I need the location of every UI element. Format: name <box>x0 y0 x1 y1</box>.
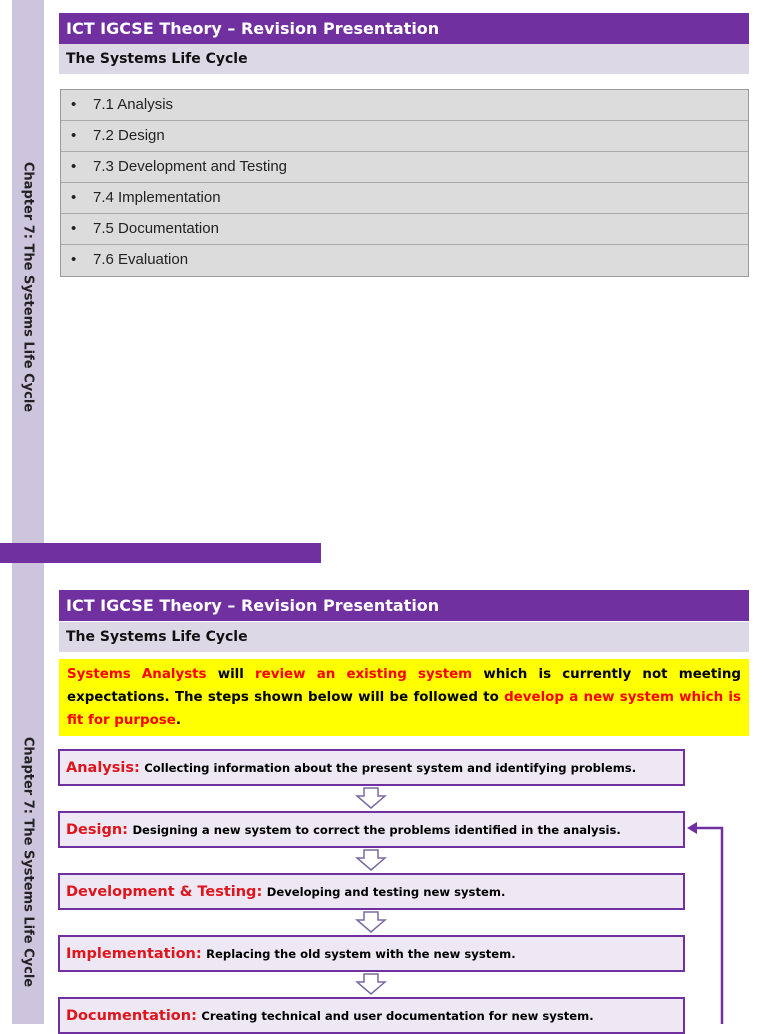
step-name: Design: <box>66 822 128 838</box>
list-item[interactable] <box>61 90 748 121</box>
bullet-icon: • <box>71 158 77 175</box>
slide-subtitle: The Systems Life Cycle <box>59 622 749 652</box>
chapter-label: Chapter 7: The Systems Life Cycle <box>20 736 36 988</box>
slide-title: ICT IGCSE Theory – Revision Presentation <box>59 13 749 44</box>
step-name: Implementation: <box>66 946 202 962</box>
list-item-label: 7.1 Analysis <box>93 96 174 113</box>
list-item-label: 7.2 Design <box>93 127 165 144</box>
intro-paragraph: Systems Analysts will review an existing system which is currently not meeting expectations. The steps shown below will be followed to develop a new system which is fit for purpose. <box>59 659 749 736</box>
list-item[interactable] <box>61 245 748 276</box>
bullet-icon: • <box>71 189 77 206</box>
list-item[interactable] <box>61 183 748 214</box>
step-name: Analysis: <box>66 760 140 776</box>
bullet-icon: • <box>71 96 77 113</box>
step-description: Creating technical and user documentation for new system. <box>201 1009 594 1023</box>
bullet-icon: • <box>71 251 77 268</box>
step-description: Designing a new system to correct the problems identified in the analysis. <box>132 823 621 837</box>
down-arrow-icon <box>355 911 387 933</box>
step-development-testing <box>58 873 685 910</box>
step-implementation <box>58 935 685 972</box>
list-item[interactable] <box>61 152 748 183</box>
step-description: Collecting information about the present system and identifying problems. <box>144 761 637 775</box>
step-description: Developing and testing new system. <box>266 885 506 899</box>
down-arrow-icon <box>355 849 387 871</box>
list-item-label: 7.3 Development and Testing <box>93 158 288 175</box>
list-item[interactable] <box>61 121 748 152</box>
list-item-label: 7.5 Documentation <box>93 220 219 237</box>
step-documentation <box>58 997 685 1034</box>
step-design <box>58 811 685 848</box>
step-analysis <box>58 749 685 786</box>
feedback-loop-arrow-icon <box>684 815 734 1024</box>
bullet-icon: • <box>71 127 77 144</box>
list-item[interactable] <box>61 214 748 245</box>
chapter-label: Chapter 7: The Systems Life Cycle <box>20 161 36 413</box>
step-description: Replacing the old system with the new system. <box>206 947 516 961</box>
bullet-icon: • <box>71 220 77 237</box>
contents-list <box>60 89 749 277</box>
list-item-label: 7.6 Evaluation <box>93 251 189 268</box>
slide-title: ICT IGCSE Theory – Revision Presentation <box>59 590 749 621</box>
slide-divider-bar <box>0 543 321 563</box>
down-arrow-icon <box>355 973 387 995</box>
down-arrow-icon <box>355 787 387 809</box>
slide-subtitle: The Systems Life Cycle <box>59 44 749 74</box>
list-item-label: 7.4 Implementation <box>93 189 221 206</box>
step-name: Documentation: <box>66 1008 197 1024</box>
step-name: Development & Testing: <box>66 884 263 900</box>
